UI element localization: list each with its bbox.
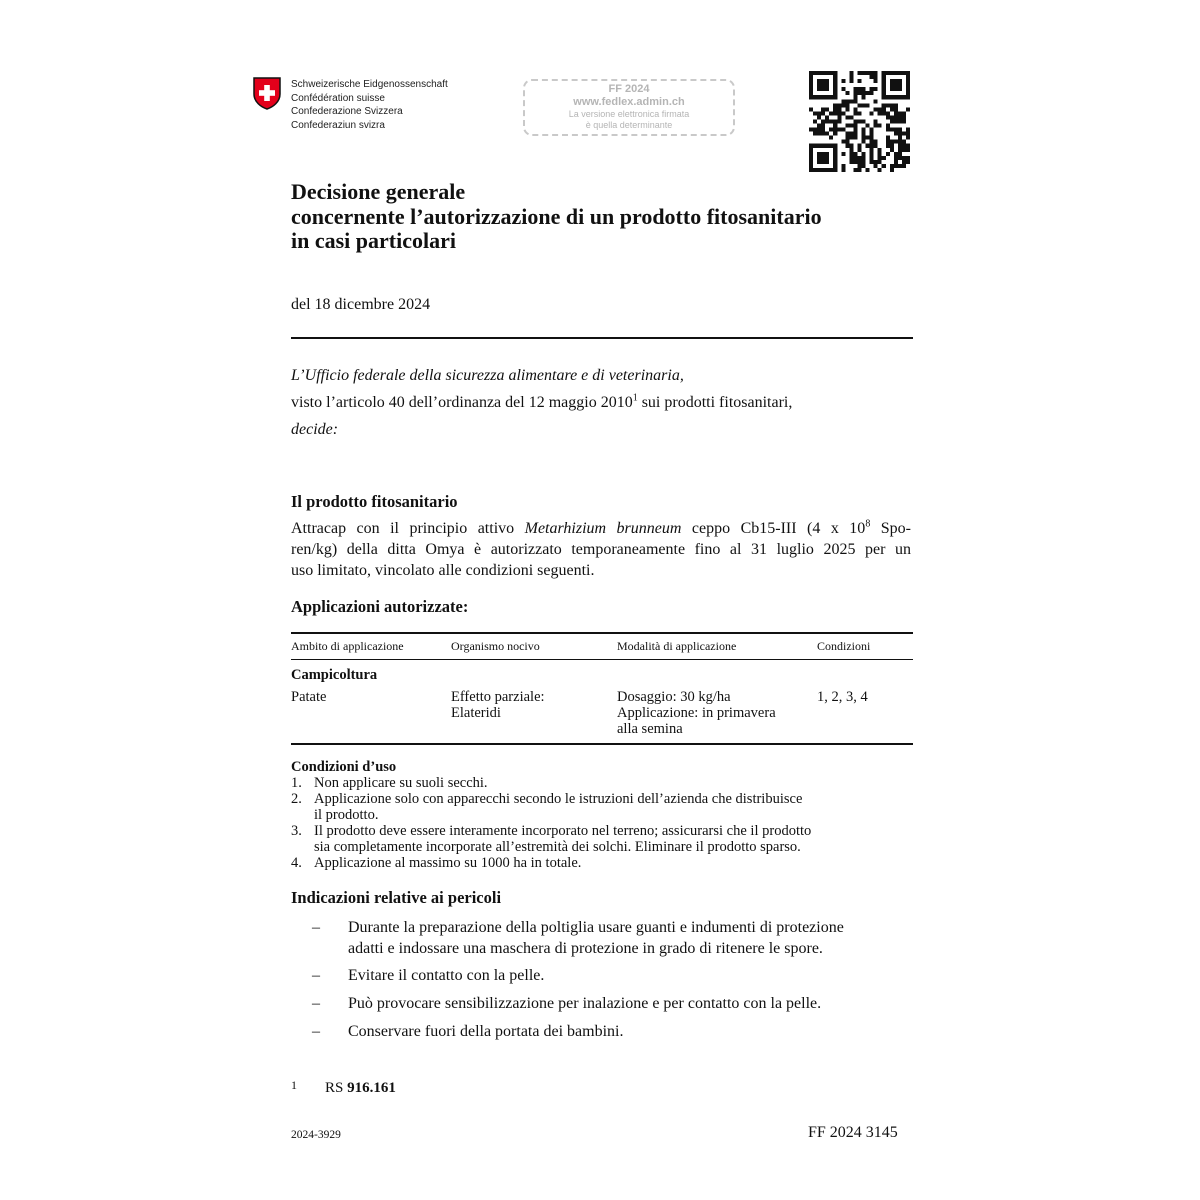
- stamp-line-3: La versione elettronica firmata: [568, 109, 690, 119]
- stamp-line-4: è quella determinante: [585, 120, 673, 130]
- cell-modalita-line-2: Applicazione: in primavera: [617, 705, 776, 721]
- condition-text: Applicazione solo con apparecchi secondo le istruzioni dell’azienda che distribuisce: [314, 791, 803, 807]
- condition-item-2: [291, 791, 811, 807]
- stamp-line-1: FF 2024: [608, 83, 650, 95]
- condition-text: sia completamente incorporate all’estremità dei solchi. Eliminare il prodotto sparso.: [314, 839, 801, 855]
- product-paragraph: [291, 518, 911, 581]
- table-header-rule: [291, 659, 913, 660]
- condition-text: Applicazione al massimo su 1000 ha in totale.: [314, 855, 582, 871]
- active-substance: Metarhizium brunneum: [524, 520, 682, 537]
- document-date: del 18 dicembre 2024: [291, 296, 431, 313]
- preamble-decide: decide:: [291, 421, 339, 438]
- title-line-3: in casi particolari: [291, 228, 456, 253]
- product-text: Attracap con il principio attivo: [291, 520, 525, 537]
- footnote-ref-number: 916.161: [347, 1080, 396, 1096]
- footnote-text: [325, 1080, 396, 1097]
- document-title: [291, 180, 822, 254]
- cell-condizioni: 1, 2, 3, 4: [817, 689, 868, 705]
- table-group-campicoltura: Campicoltura: [291, 667, 378, 683]
- federal-names: [291, 78, 448, 132]
- section-heading-product: Il prodotto fitosanitario: [291, 492, 458, 511]
- condition-text: Il prodotto deve essere interamente incorporato nel terreno; assicurarsi che il prodotto: [314, 823, 812, 839]
- condition-text: il prodotto.: [314, 807, 379, 823]
- condition-num: 3.: [291, 823, 302, 839]
- footer-document-number: 2024-3929: [291, 1129, 341, 1141]
- condition-item-3-cont: [291, 839, 811, 855]
- dash-bullet: –: [312, 919, 320, 936]
- federal-name-it: Confederazione Svizzera: [291, 106, 403, 117]
- table-top-rule: [291, 632, 913, 634]
- table-header-organismo: Organismo nocivo: [451, 639, 540, 653]
- visto-text-end: sui prodotti fitosanitari,: [637, 394, 793, 411]
- cell-modalita-line-1: Dosaggio: 30 kg/ha: [617, 689, 731, 705]
- hazard-line: Durante la preparazione della poltiglia usare guanti e indumenti di protezione: [348, 919, 844, 936]
- swiss-coat-of-arms-logo: [253, 77, 281, 110]
- condition-num: 1.: [291, 775, 302, 791]
- title-line-2: concernente l’autorizzazione di un prodotto fitosanitario: [291, 203, 822, 229]
- cell-modalita-line-3: alla semina: [617, 721, 683, 737]
- footnote-rs: RS: [325, 1080, 348, 1096]
- section-heading-hazards: Indicazioni relative ai pericoli: [291, 888, 502, 907]
- hazard-text: Evitare il contatto con la pelle.: [348, 967, 545, 984]
- condition-num: 2.: [291, 791, 302, 807]
- condition-item-2-cont: [291, 807, 811, 823]
- footnote-ref[interactable]: 1: [632, 392, 638, 404]
- preamble-authority: L’Ufficio federale della sicurezza alimentare e di veterinaria,: [291, 367, 684, 384]
- table-header-condizioni: Condizioni: [817, 639, 871, 653]
- product-line-1: [291, 518, 911, 539]
- product-text-3: Spo-: [870, 520, 912, 537]
- qr-code-icon: [809, 71, 910, 172]
- table-bottom-rule: [291, 743, 913, 745]
- table-header-modalita: Modalità di applicazione: [617, 639, 737, 653]
- footnote-number: 1: [291, 1078, 297, 1092]
- stamp-line-2: www.fedlex.admin.ch: [573, 96, 685, 108]
- conditions-list: [291, 775, 811, 871]
- hazard-line: adatti e indossare una maschera di protezione in grado di ritenere le spore.: [348, 940, 823, 957]
- conditions-heading: Condizioni d’uso: [291, 759, 397, 775]
- product-text-2: ceppo Cb15-III (4 x 10: [681, 520, 866, 537]
- condition-num: 4.: [291, 855, 302, 871]
- table-header-ambito: Ambito di applicazione: [291, 639, 404, 653]
- title-divider: [291, 337, 913, 339]
- cell-organismo-line-2: Elateridi: [451, 705, 501, 721]
- condition-item-4: [291, 855, 811, 871]
- preamble-visto: [291, 394, 792, 412]
- product-line-2: ren/kg) della ditta Omya è autorizzato temporaneamente fino al 31 luglio 2025 per un: [291, 541, 911, 558]
- product-line-3: uso limitato, vincolato alle condizioni seguenti.: [291, 562, 595, 579]
- condition-text: Non applicare su suoli secchi.: [314, 775, 488, 791]
- federal-name-fr: Confédération suisse: [291, 92, 385, 104]
- condition-item-1: [291, 775, 811, 791]
- condition-item-3: [291, 823, 811, 839]
- exponent: 8: [865, 518, 871, 530]
- hazard-text: Conservare fuori della portata dei bambini.: [348, 1023, 624, 1040]
- cell-organismo-line-1: Effetto parziale:: [451, 689, 545, 705]
- cell-organismo: [451, 689, 545, 721]
- dash-bullet: –: [312, 995, 320, 1012]
- title-line-1: Decisione generale: [291, 179, 466, 204]
- cell-ambito: Patate: [291, 689, 327, 705]
- visto-text: visto l’articolo 40 dell’ordinanza del 12 maggio 2010: [291, 394, 633, 411]
- cell-modalita: [617, 689, 776, 737]
- fedlex-stamp: [523, 79, 735, 136]
- federal-name-rm: Confederaziun svizra: [291, 119, 385, 131]
- hazard-text: [348, 917, 844, 959]
- footer-page-reference: FF 2024 3145: [808, 1124, 898, 1141]
- section-heading-applications: Applicazioni autorizzate:: [291, 597, 469, 616]
- federal-name-de: Schweizerische Eidgenossenschaft: [291, 79, 448, 90]
- dash-bullet: –: [312, 967, 320, 984]
- dash-bullet: –: [312, 1023, 320, 1040]
- hazard-text: Può provocare sensibilizzazione per inalazione e per contatto con la pelle.: [348, 995, 822, 1012]
